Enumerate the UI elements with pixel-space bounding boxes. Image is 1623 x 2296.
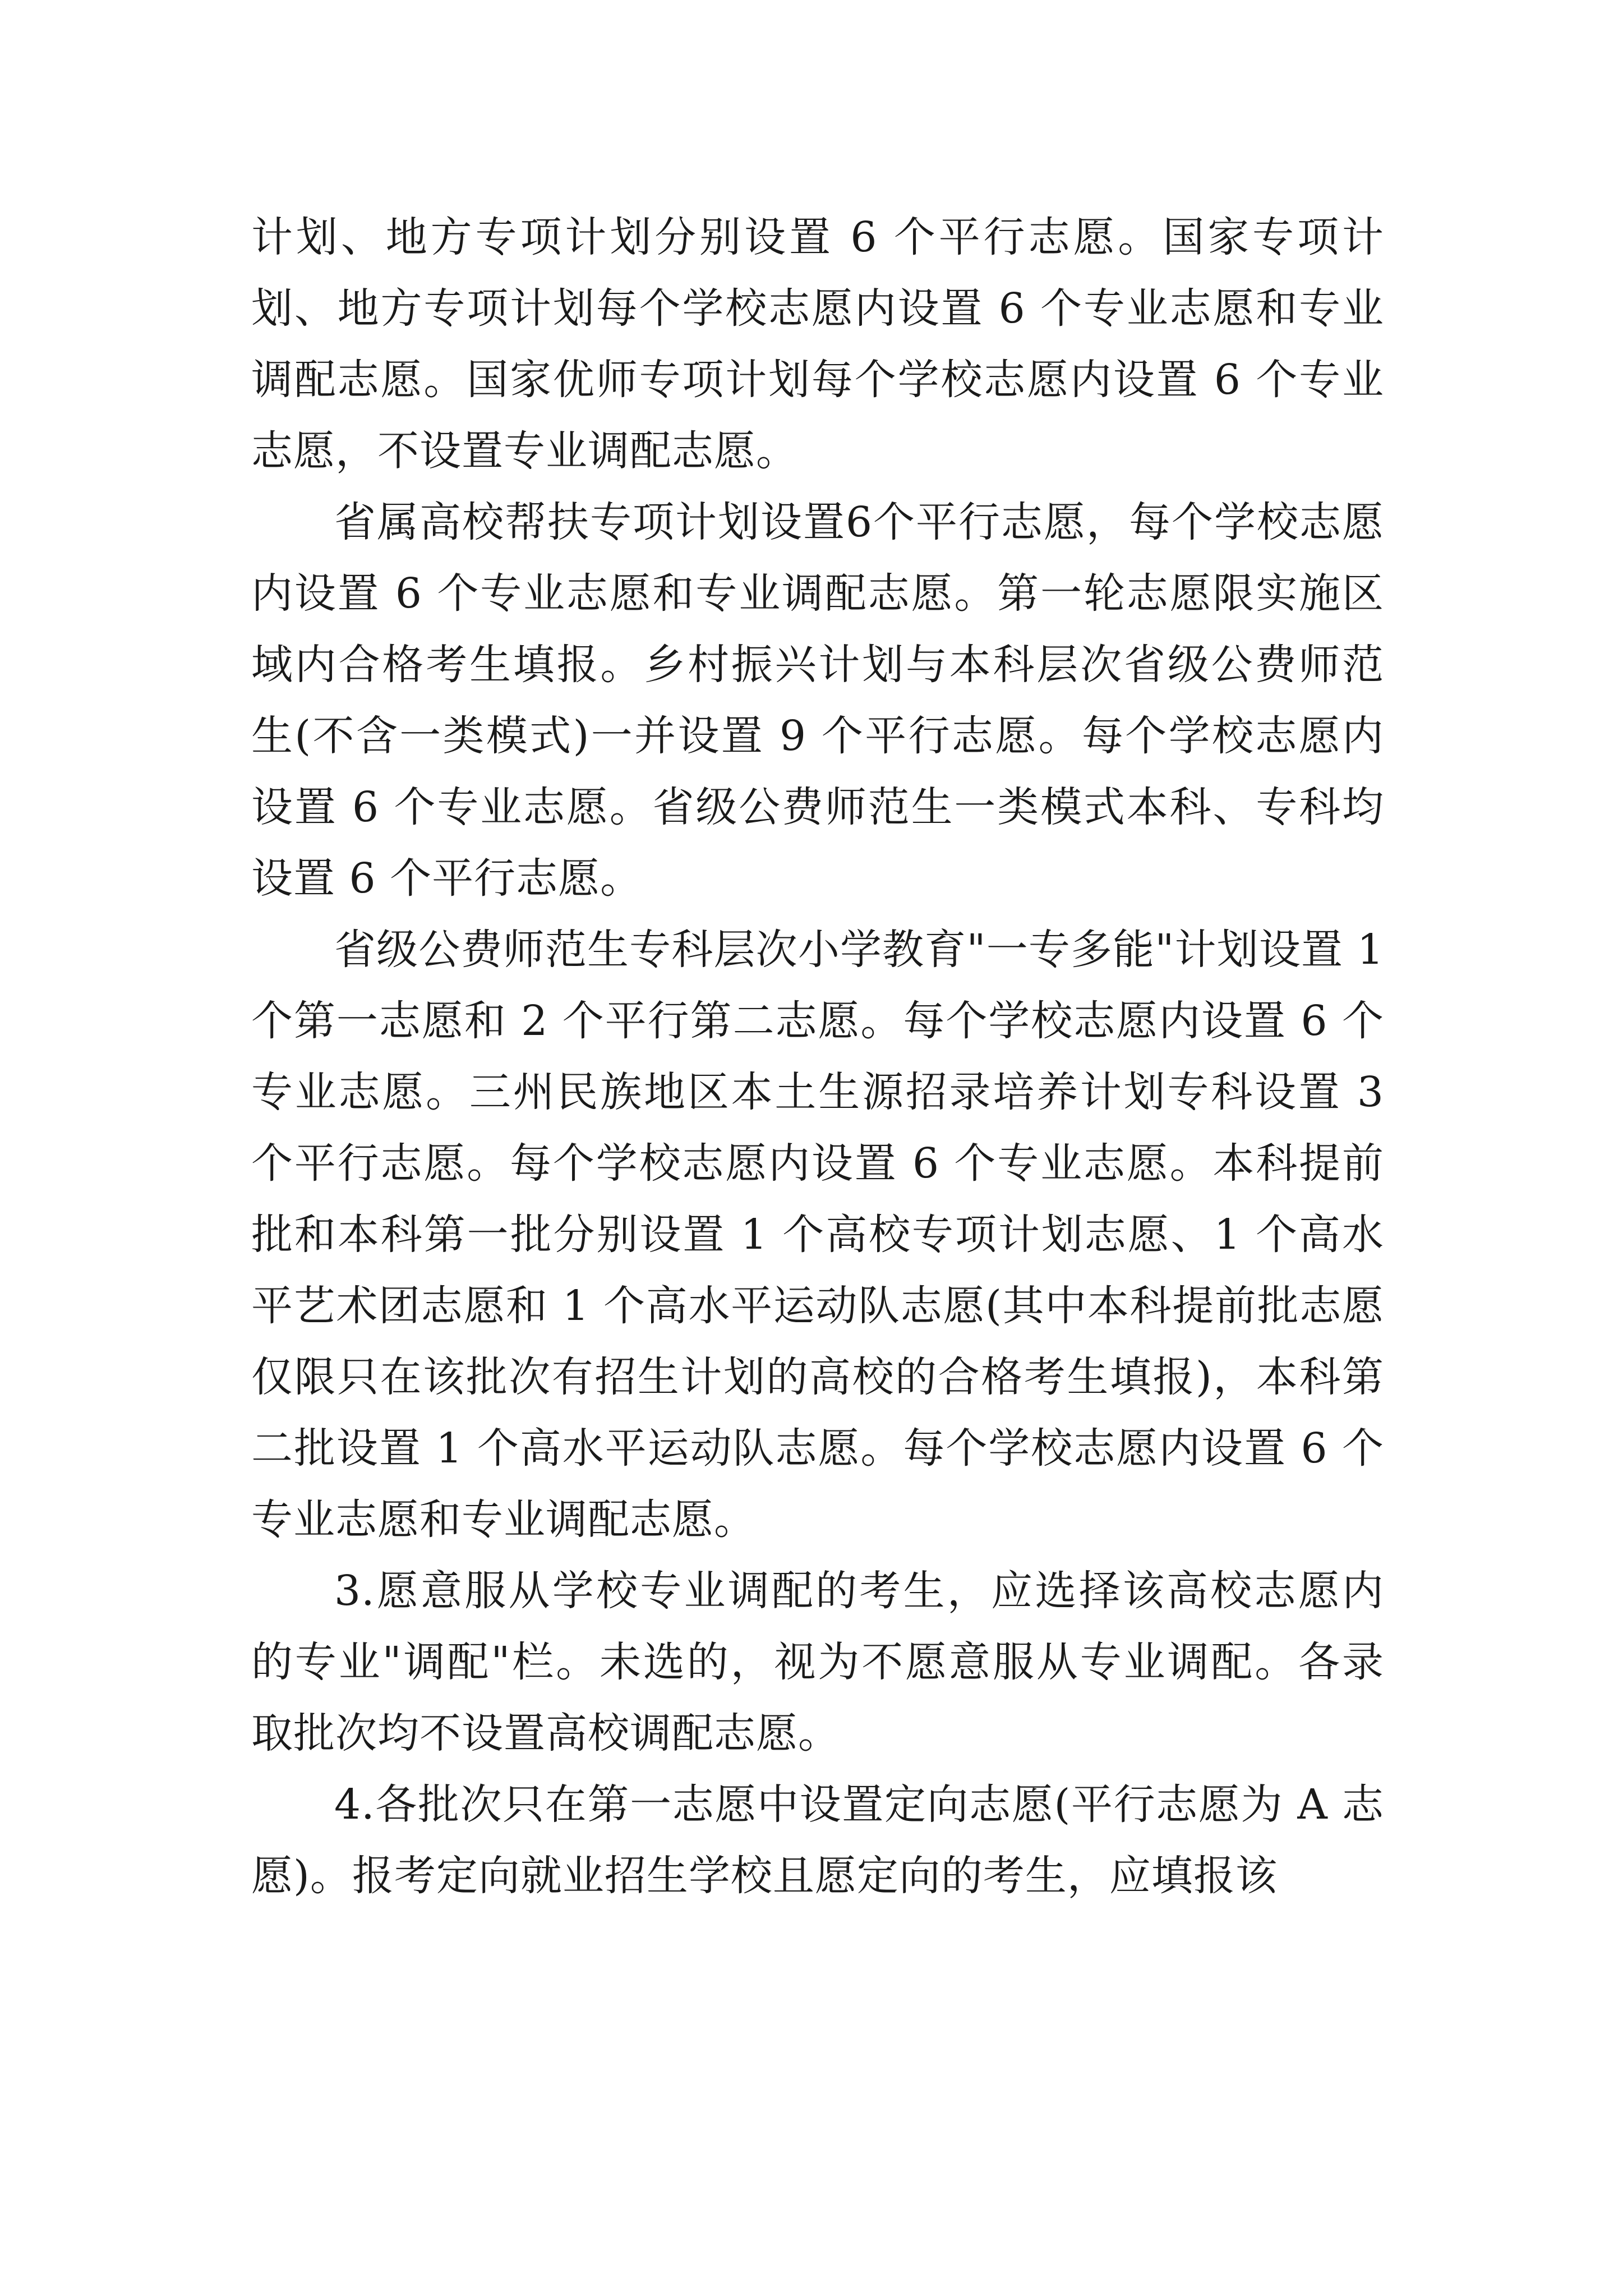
paragraph-3: 省级公费师范生专科层次小学教育"一专多能"计划设置 1 个第一志愿和 2 个平行第二志愿。每个学校志愿内设置 6 个专业志愿。三州民族地区本土生源招录培养计划专科设置 3 个平行志愿。每个学校志愿内设置 6 个专业志愿。本科提前批和本科第一批分别设置 1 个高校专项计划志愿、1 个高水平艺术团志愿和 1 个高水平运动队志愿(其中本科提前批志愿仅限只在该批次有招生计划的高校的合格考生填报)，本科第二批设置 1 个高水平运动队志愿。每个学校志愿内设置 6 个专业志愿和专业调配志愿。 [251,926,1384,1544]
paragraph-1: 计划、地方专项计划分别设置 6 个平行志愿。国家专项计划、地方专项计划每个学校志愿内设置 6 个专业志愿和专业调配志愿。国家优师专项计划每个学校志愿内设置 6 个专业志愿，不设置专业调配志愿。 [251,213,1384,475]
body-text [251,202,1384,1912]
paragraph-5: 4.各批次只在第一志愿中设置定向志愿(平行志愿为 A 志愿)。报考定向就业招生学校且愿定向的考生，应填报该 [251,1780,1384,1900]
paragraph-2: 省属高校帮扶专项计划设置6个平行志愿，每个学校志愿内设置 6 个专业志愿和专业调配志愿。第一轮志愿限实施区域内合格考生填报。乡村振兴计划与本科层次省级公费师范生(不含一类模式)一并设置 9 个平行志愿。每个学校志愿内设置 6 个专业志愿。省级公费师范生一类模式本科、专科均设置 6 个平行志愿。 [251,498,1384,903]
paragraph-4: 3.愿意服从学校专业调配的考生，应选择该高校志愿内的专业"调配"栏。未选的，视为不愿意服从专业调配。各录取批次均不设置高校调配志愿。 [251,1567,1384,1757]
